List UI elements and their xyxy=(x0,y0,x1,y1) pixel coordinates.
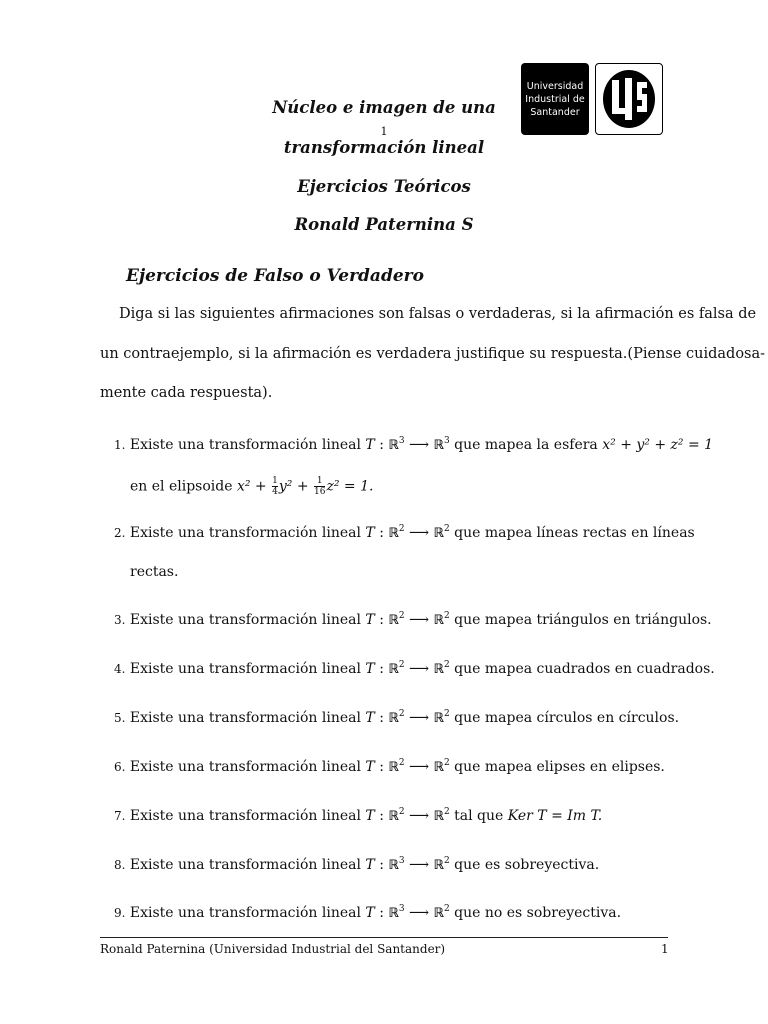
item-text: que mapea la esfera xyxy=(454,437,598,453)
math-real-set: ℝ xyxy=(433,858,444,873)
math-arrow: ⟶ xyxy=(409,437,430,453)
list-item xyxy=(114,905,621,921)
math-dimension: 2 xyxy=(398,660,405,670)
item-text: que mapea triángulos en triángulos. xyxy=(454,612,712,628)
fraction-numerator: 1 xyxy=(316,476,323,486)
math-T: T xyxy=(365,905,375,921)
list-item-continuation xyxy=(130,476,373,497)
item-text: Existe una transformación lineal xyxy=(129,710,361,726)
page-number: 1 xyxy=(661,942,669,956)
math-dimension: 2 xyxy=(443,660,450,670)
item-number: 9. xyxy=(114,906,126,920)
math-real-set: ℝ xyxy=(388,662,399,677)
fraction-denominator: 16 xyxy=(314,487,326,497)
math-T: T xyxy=(365,525,375,541)
item-text: Existe una transformación lineal xyxy=(129,857,361,873)
list-item xyxy=(114,710,679,726)
math-dimension: 3 xyxy=(398,856,405,866)
item-number: 8. xyxy=(114,858,126,872)
math-real-set: ℝ xyxy=(388,906,399,921)
math-real-set: ℝ xyxy=(388,760,399,775)
math-real-set: ℝ xyxy=(433,906,444,921)
math-dimension: 3 xyxy=(398,436,405,446)
list-item xyxy=(114,808,602,824)
list-item xyxy=(114,759,665,775)
math-real-set: ℝ xyxy=(388,711,399,726)
item-text: Existe una transformación lineal xyxy=(129,661,361,677)
math-sphere-equation: x² + y² + z² = 1 xyxy=(602,437,714,453)
item-number: 3. xyxy=(114,613,126,627)
math-arrow: ⟶ xyxy=(409,525,430,541)
item-text: que mapea líneas rectas en líneas xyxy=(454,525,695,541)
item-text: rectas. xyxy=(130,564,179,580)
math-T: T xyxy=(365,661,375,677)
math-real-set: ℝ xyxy=(388,613,399,628)
math-colon: : xyxy=(379,612,384,628)
math-dimension: 2 xyxy=(398,611,405,621)
logo-line: Universidad xyxy=(526,80,584,92)
item-number: 1. xyxy=(114,438,126,452)
math-real-set: ℝ xyxy=(433,662,444,677)
math-arrow: ⟶ xyxy=(409,905,430,921)
math-T: T xyxy=(365,857,375,873)
math-T: T xyxy=(365,437,375,453)
intro-line: mente cada respuesta). xyxy=(100,385,273,401)
math-dimension: 2 xyxy=(443,524,450,534)
math-dimension: 2 xyxy=(398,709,405,719)
math-real-set: ℝ xyxy=(388,809,399,824)
item-text: tal que xyxy=(454,808,504,824)
math-colon: : xyxy=(379,661,384,677)
item-text: que no es sobreyectiva. xyxy=(454,905,622,921)
list-item xyxy=(114,661,715,677)
item-text: que mapea elipses en elipses. xyxy=(454,759,665,775)
math-real-set: ℝ xyxy=(433,760,444,775)
math-arrow: ⟶ xyxy=(409,612,430,628)
item-text: que mapea círculos en círculos. xyxy=(454,710,680,726)
math-dimension: 3 xyxy=(398,904,405,914)
item-text: en el elipsoide xyxy=(130,478,233,495)
footer-rule xyxy=(100,937,668,938)
math-arrow: ⟶ xyxy=(409,857,430,873)
logo-line: Industrial de xyxy=(525,93,585,105)
logo-line: Santander xyxy=(530,106,580,118)
author: Ronald Paternina S xyxy=(294,215,474,234)
math-dimension: 2 xyxy=(398,807,405,817)
list-item xyxy=(114,525,695,541)
math-kernel-image-equation: Ker T = Im T. xyxy=(507,808,603,824)
footnote-mark: 1 xyxy=(380,125,388,138)
math-colon: : xyxy=(379,437,384,453)
math-real-set: ℝ xyxy=(433,438,444,453)
intro-line: un contraejemplo, si la afirmación es verdadera justifique su respuesta.(Piense cuidadosa- xyxy=(100,346,766,362)
math-colon: : xyxy=(379,710,384,726)
math-arrow: ⟶ xyxy=(409,808,430,824)
math-dimension: 2 xyxy=(443,758,450,768)
item-text: Existe una transformación lineal xyxy=(129,905,361,921)
math-dimension: 2 xyxy=(443,856,450,866)
math-real-set: ℝ xyxy=(433,711,444,726)
list-item xyxy=(114,437,713,453)
math-dimension: 2 xyxy=(443,611,450,621)
math-real-set: ℝ xyxy=(433,809,444,824)
math-colon: : xyxy=(379,905,384,921)
math-dimension: 3 xyxy=(443,436,450,446)
math-dimension: 2 xyxy=(398,758,405,768)
math-term: x² + xyxy=(236,478,267,495)
math-real-set: ℝ xyxy=(388,858,399,873)
item-text: que mapea cuadrados en cuadrados. xyxy=(454,661,715,677)
math-T: T xyxy=(365,710,375,726)
subtitle: Ejercicios Teóricos xyxy=(297,177,471,196)
math-term: z² = 1. xyxy=(326,478,374,495)
math-fraction xyxy=(272,476,278,497)
fraction-numerator: 1 xyxy=(272,476,278,486)
math-T: T xyxy=(365,759,375,775)
math-dimension: 2 xyxy=(443,807,450,817)
math-real-set: ℝ xyxy=(388,526,399,541)
list-item xyxy=(114,612,712,628)
math-colon: : xyxy=(379,525,384,541)
math-arrow: ⟶ xyxy=(409,710,430,726)
math-colon: : xyxy=(379,857,384,873)
math-dimension: 2 xyxy=(443,709,450,719)
item-number: 6. xyxy=(114,760,126,774)
item-text: Existe una transformación lineal xyxy=(129,808,361,824)
math-colon: : xyxy=(379,759,384,775)
math-T: T xyxy=(365,612,375,628)
item-text: Existe una transformación lineal xyxy=(129,759,361,775)
math-T: T xyxy=(365,808,375,824)
item-text: Existe una transformación lineal xyxy=(129,612,361,628)
item-number: 5. xyxy=(114,711,126,725)
list-item xyxy=(114,857,599,873)
item-text: Existe una transformación lineal xyxy=(129,525,361,541)
item-number: 7. xyxy=(114,809,126,823)
item-number: 4. xyxy=(114,662,126,676)
math-dimension: 2 xyxy=(398,524,405,534)
footer-text: Ronald Paternina (Universidad Industrial del Santander) xyxy=(100,942,446,956)
math-fraction xyxy=(314,476,325,497)
math-arrow: ⟶ xyxy=(409,759,430,775)
intro-line: Diga si las siguientes afirmaciones son falsas o verdaderas, si la afirmación es falsa de xyxy=(119,306,757,322)
item-number: 2. xyxy=(114,526,126,540)
item-text: que es sobreyectiva. xyxy=(454,857,600,873)
title-line-2: transformación lineal xyxy=(283,138,485,157)
math-colon: : xyxy=(379,808,384,824)
math-arrow: ⟶ xyxy=(409,661,430,677)
fraction-denominator: 4 xyxy=(272,487,278,497)
section-title: Ejercicios de Falso o Verdadero xyxy=(126,266,424,286)
math-real-set: ℝ xyxy=(433,526,444,541)
math-dimension: 2 xyxy=(443,904,450,914)
item-text: Existe una transformación lineal xyxy=(129,437,361,453)
math-real-set: ℝ xyxy=(433,613,444,628)
math-term: y² + xyxy=(278,478,309,495)
math-real-set: ℝ xyxy=(388,438,399,453)
title-line-1: Núcleo e imagen de una xyxy=(272,98,496,117)
